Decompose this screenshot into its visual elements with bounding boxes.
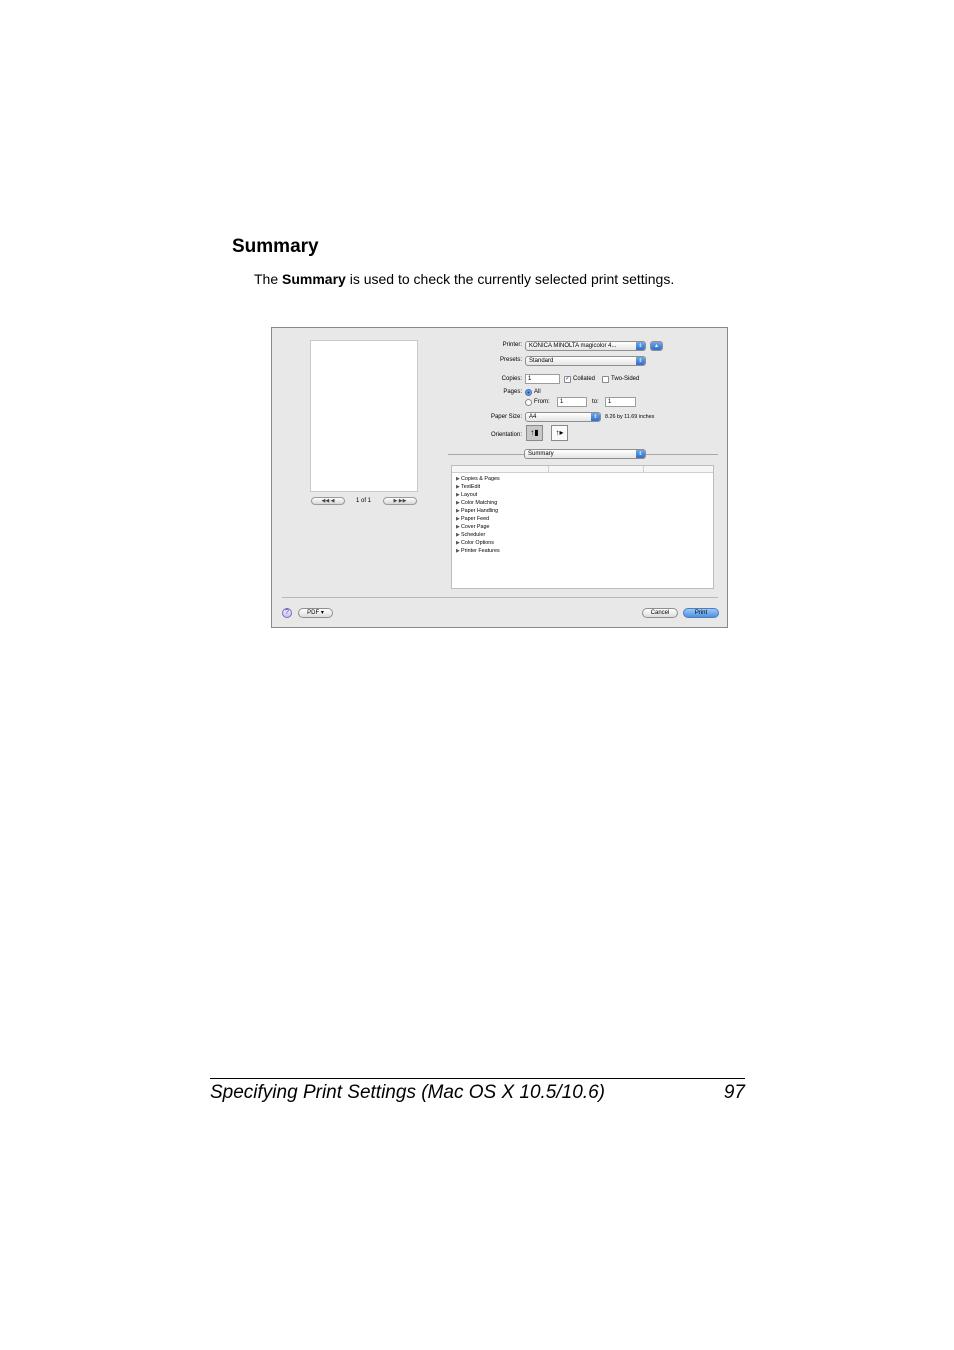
portrait-orientation-button[interactable] (526, 425, 543, 441)
popup-arrows-icon: ⇕ (636, 342, 645, 350)
paper-size-label: Paper Size: (490, 414, 522, 420)
print-button[interactable]: Print (683, 608, 719, 618)
popup-arrows-icon: ⇕ (636, 357, 645, 365)
previous-page-icon[interactable]: ◀ (330, 498, 335, 504)
presets-select[interactable] (525, 356, 646, 366)
collated-label: Collated (573, 376, 596, 382)
collated-checkbox[interactable] (564, 376, 571, 383)
landscape-orientation-button[interactable] (551, 425, 568, 441)
disclosure-triangle-icon[interactable]: ▶ (456, 484, 460, 490)
summary-item-copies-pages[interactable]: ▶Copies & Pages (456, 476, 500, 482)
preview-forward-buttons[interactable] (383, 497, 417, 505)
section-heading: Summary (232, 236, 319, 257)
summary-item-scheduler[interactable]: ▶Scheduler (456, 532, 486, 538)
summary-table[interactable] (451, 465, 714, 589)
intro-paragraph (254, 271, 674, 287)
panel-select[interactable] (524, 449, 646, 459)
panel-value: Summary (528, 451, 554, 457)
disclosure-triangle-icon[interactable]: ▶ (456, 500, 460, 506)
disclosure-triangle-icon[interactable]: ▶ (456, 492, 460, 498)
pages-from-label: From: (534, 399, 550, 405)
cancel-button[interactable]: Cancel (642, 608, 678, 618)
pages-from-radio[interactable] (525, 399, 532, 406)
portrait-person-icon: ↑▮ (530, 428, 539, 437)
popup-arrows-icon: ⇕ (591, 413, 600, 421)
printer-info-toggle[interactable] (650, 341, 663, 351)
summary-item-textedit[interactable]: ▶TextEdit (456, 484, 481, 490)
paper-size-select[interactable] (525, 412, 601, 422)
help-icon[interactable]: ? (282, 608, 292, 618)
intro-text-start: The (254, 271, 283, 287)
orientation-label: Orientation: (490, 432, 522, 438)
disclosure-triangle-icon[interactable]: ▶ (456, 476, 460, 482)
pages-from-input[interactable]: 1 (557, 397, 587, 407)
printer-value: KONICA MINOLTA magicolor 4... (529, 343, 617, 349)
preview-back-buttons[interactable] (311, 497, 345, 505)
paper-dimensions: 8.26 by 11.69 inches (605, 414, 655, 420)
two-sided-checkbox[interactable] (602, 376, 609, 383)
checkmark-icon: ✓ (565, 376, 571, 382)
print-dialog-screenshot (271, 327, 728, 628)
page-preview (310, 340, 418, 492)
pages-label: Pages: (503, 389, 522, 395)
summary-item-paper-feed[interactable]: ▶Paper Feed (456, 516, 490, 522)
disclosure-triangle-icon[interactable]: ▶ (456, 508, 460, 514)
first-page-icon[interactable]: ◀◀ (321, 498, 330, 504)
disclosure-triangle-icon[interactable]: ▶ (456, 540, 460, 546)
column-separator (548, 466, 549, 473)
disclosure-up-icon: ▲ (651, 342, 662, 350)
two-sided-label: Two-Sided (611, 376, 640, 382)
pages-all-label: All (534, 389, 541, 395)
summary-item-layout[interactable]: ▶Layout (456, 492, 478, 498)
disclosure-triangle-icon[interactable]: ▶ (456, 532, 460, 538)
bottom-divider (282, 597, 718, 598)
copies-input[interactable]: 1 (525, 374, 560, 384)
disclosure-triangle-icon[interactable]: ▶ (456, 524, 460, 530)
disclosure-triangle-icon[interactable]: ▶ (456, 516, 460, 522)
pages-to-text: to: (592, 399, 599, 405)
summary-item-paper-handling[interactable]: ▶Paper Handling (456, 508, 499, 514)
paper-size-value: A4 (529, 414, 537, 420)
pages-to-input[interactable]: 1 (605, 397, 636, 407)
footer-rule (210, 1078, 745, 1079)
last-page-icon[interactable]: ▶▶ (398, 498, 407, 504)
summary-item-color-matching[interactable]: ▶Color Matching (456, 500, 498, 506)
pages-all-radio[interactable] (525, 389, 532, 396)
pdf-menu-button[interactable]: PDF ▾ (298, 608, 333, 618)
copies-label: Copies: (501, 376, 522, 382)
summary-item-color-options[interactable]: ▶Color Options (456, 540, 494, 546)
printer-label: Printer: (502, 342, 522, 348)
summary-item-printer-features[interactable]: ▶Printer Features (456, 548, 500, 554)
footer-title: Specifying Print Settings (Mac OS X 10.5/10.6) (210, 1082, 605, 1103)
printer-select[interactable] (525, 341, 646, 351)
presets-value: Standard (529, 358, 554, 364)
page-indicator: 1 of 1 (356, 498, 372, 504)
summary-item-cover-page[interactable]: ▶Cover Page (456, 524, 490, 530)
next-page-icon[interactable]: ▶ (393, 498, 398, 504)
intro-text-end: is used to check the currently selected print settings. (345, 271, 675, 287)
popup-arrows-icon: ⇕ (636, 450, 645, 458)
intro-bold-term: Summary (282, 271, 346, 287)
presets-label: Presets: (499, 357, 522, 363)
page-number: 97 (723, 1082, 745, 1103)
column-separator (643, 466, 644, 473)
summary-table-header (452, 466, 713, 473)
disclosure-triangle-icon[interactable]: ▶ (456, 548, 460, 554)
landscape-person-icon: ↑▸ (555, 428, 564, 437)
